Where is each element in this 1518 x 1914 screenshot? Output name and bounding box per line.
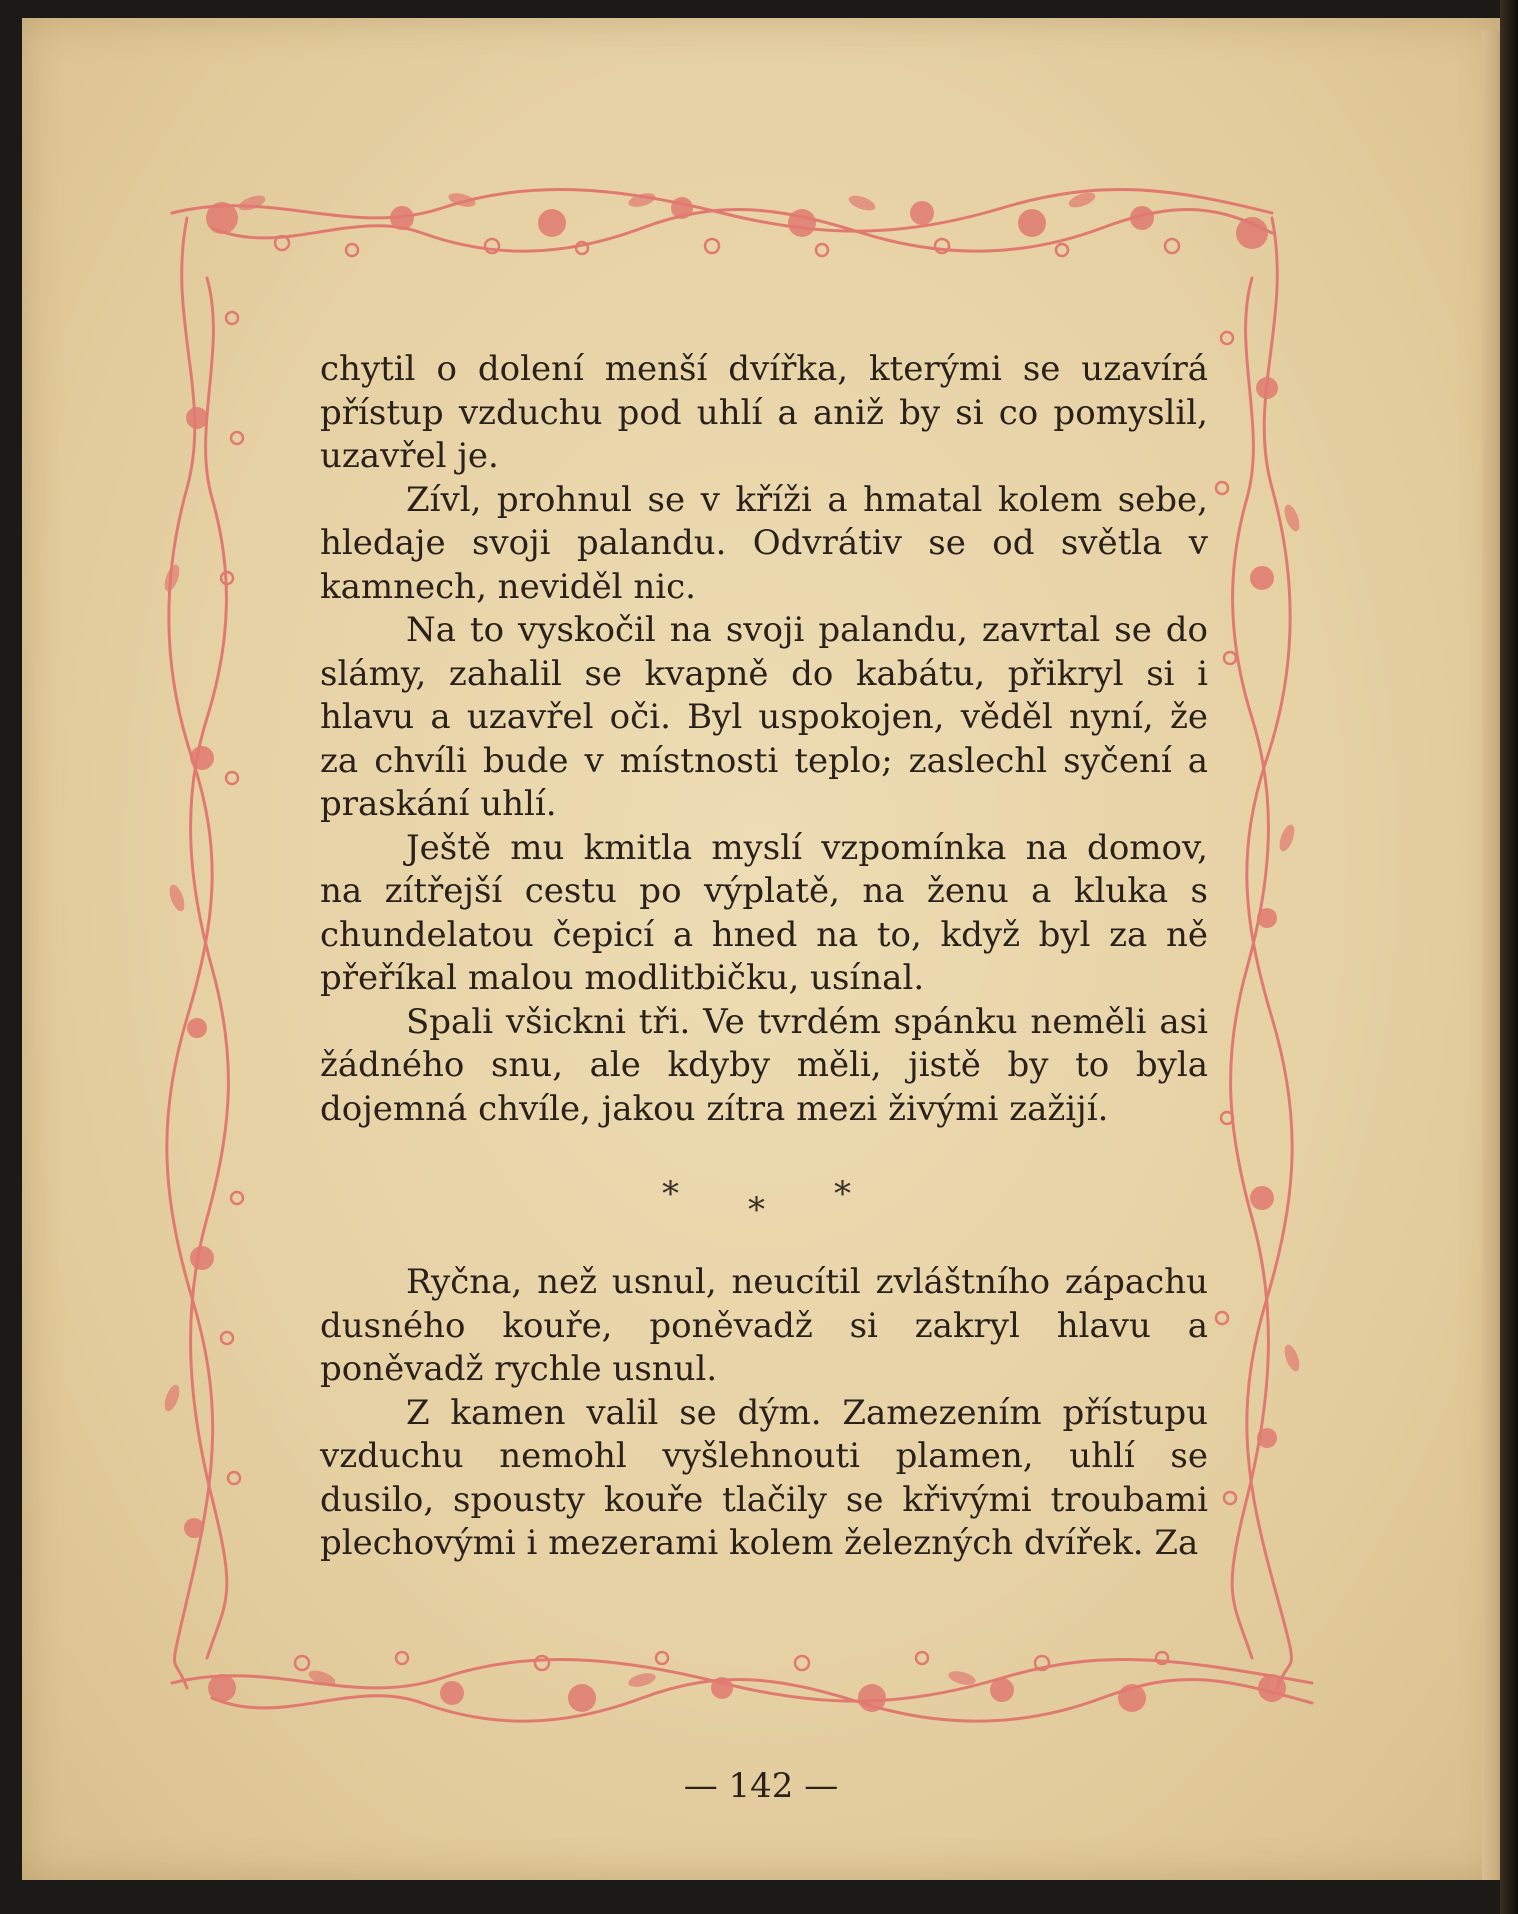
paragraph: Zívl, prohnul se v kříži a hmatal kolem sebe, hledaje svoji palandu. Odvrátiv se od světla v kamnech, neviděl nic. bbox=[320, 479, 1208, 607]
paragraph: Spali všickni tři. Ve tvrdém spánku neměli asi žádného snu, ale kdyby měli, jistě by to byla dojemná chvíle, jakou zítra mezi živými zažijí. bbox=[320, 1001, 1208, 1129]
separator-star: * bbox=[662, 1174, 679, 1214]
separator-star: * bbox=[834, 1174, 851, 1214]
page-number: — 142 — bbox=[683, 1766, 839, 1806]
paragraph: Z kamen valil se dým. Zamezením přístupu vzduchu nemohl vyšlehnouti plamen, uhlí se dusilo, spousty kouře tlačily se křivými troubami plechovými i mezerami kolem železných dvířek. Za bbox=[320, 1392, 1208, 1563]
paragraph: Ryčna, než usnul, neucítil zvláštního zápachu dusného kouře, poněvadž si zakryl hlavu a poněvadž rychle usnul. bbox=[320, 1262, 1208, 1389]
book-page bbox=[22, 18, 1500, 1880]
section-separator bbox=[320, 1131, 1208, 1261]
body-text bbox=[320, 348, 1208, 1566]
paragraph: Na to vyskočil na svoji palandu, zavrtal se do slámy, zahalil se kvapně do kabátu, přikryl si i hlavu a uzavřel oči. Byl uspokojen, věděl nyní, že za chvíli bude v místnosti teplo; zaslechl syčení a praskání uhlí. bbox=[320, 610, 1208, 824]
paragraph: Ještě mu kmitla myslí vzpomínka na domov, na zítřejší cestu po výplatě, na ženu a kluka s chundelatou čepicí a hned na to, když byl za ně přeříkal malou modlitbičku, usínal. bbox=[320, 827, 1208, 998]
book-spine bbox=[1500, 0, 1518, 1914]
paragraph: chytil o dolení menší dvířka, kterými se uzavírá přístup vzduchu pod uhlí a aniž by si co pomyslil, uzavřel je. bbox=[320, 349, 1208, 476]
separator-star: * bbox=[748, 1190, 765, 1230]
